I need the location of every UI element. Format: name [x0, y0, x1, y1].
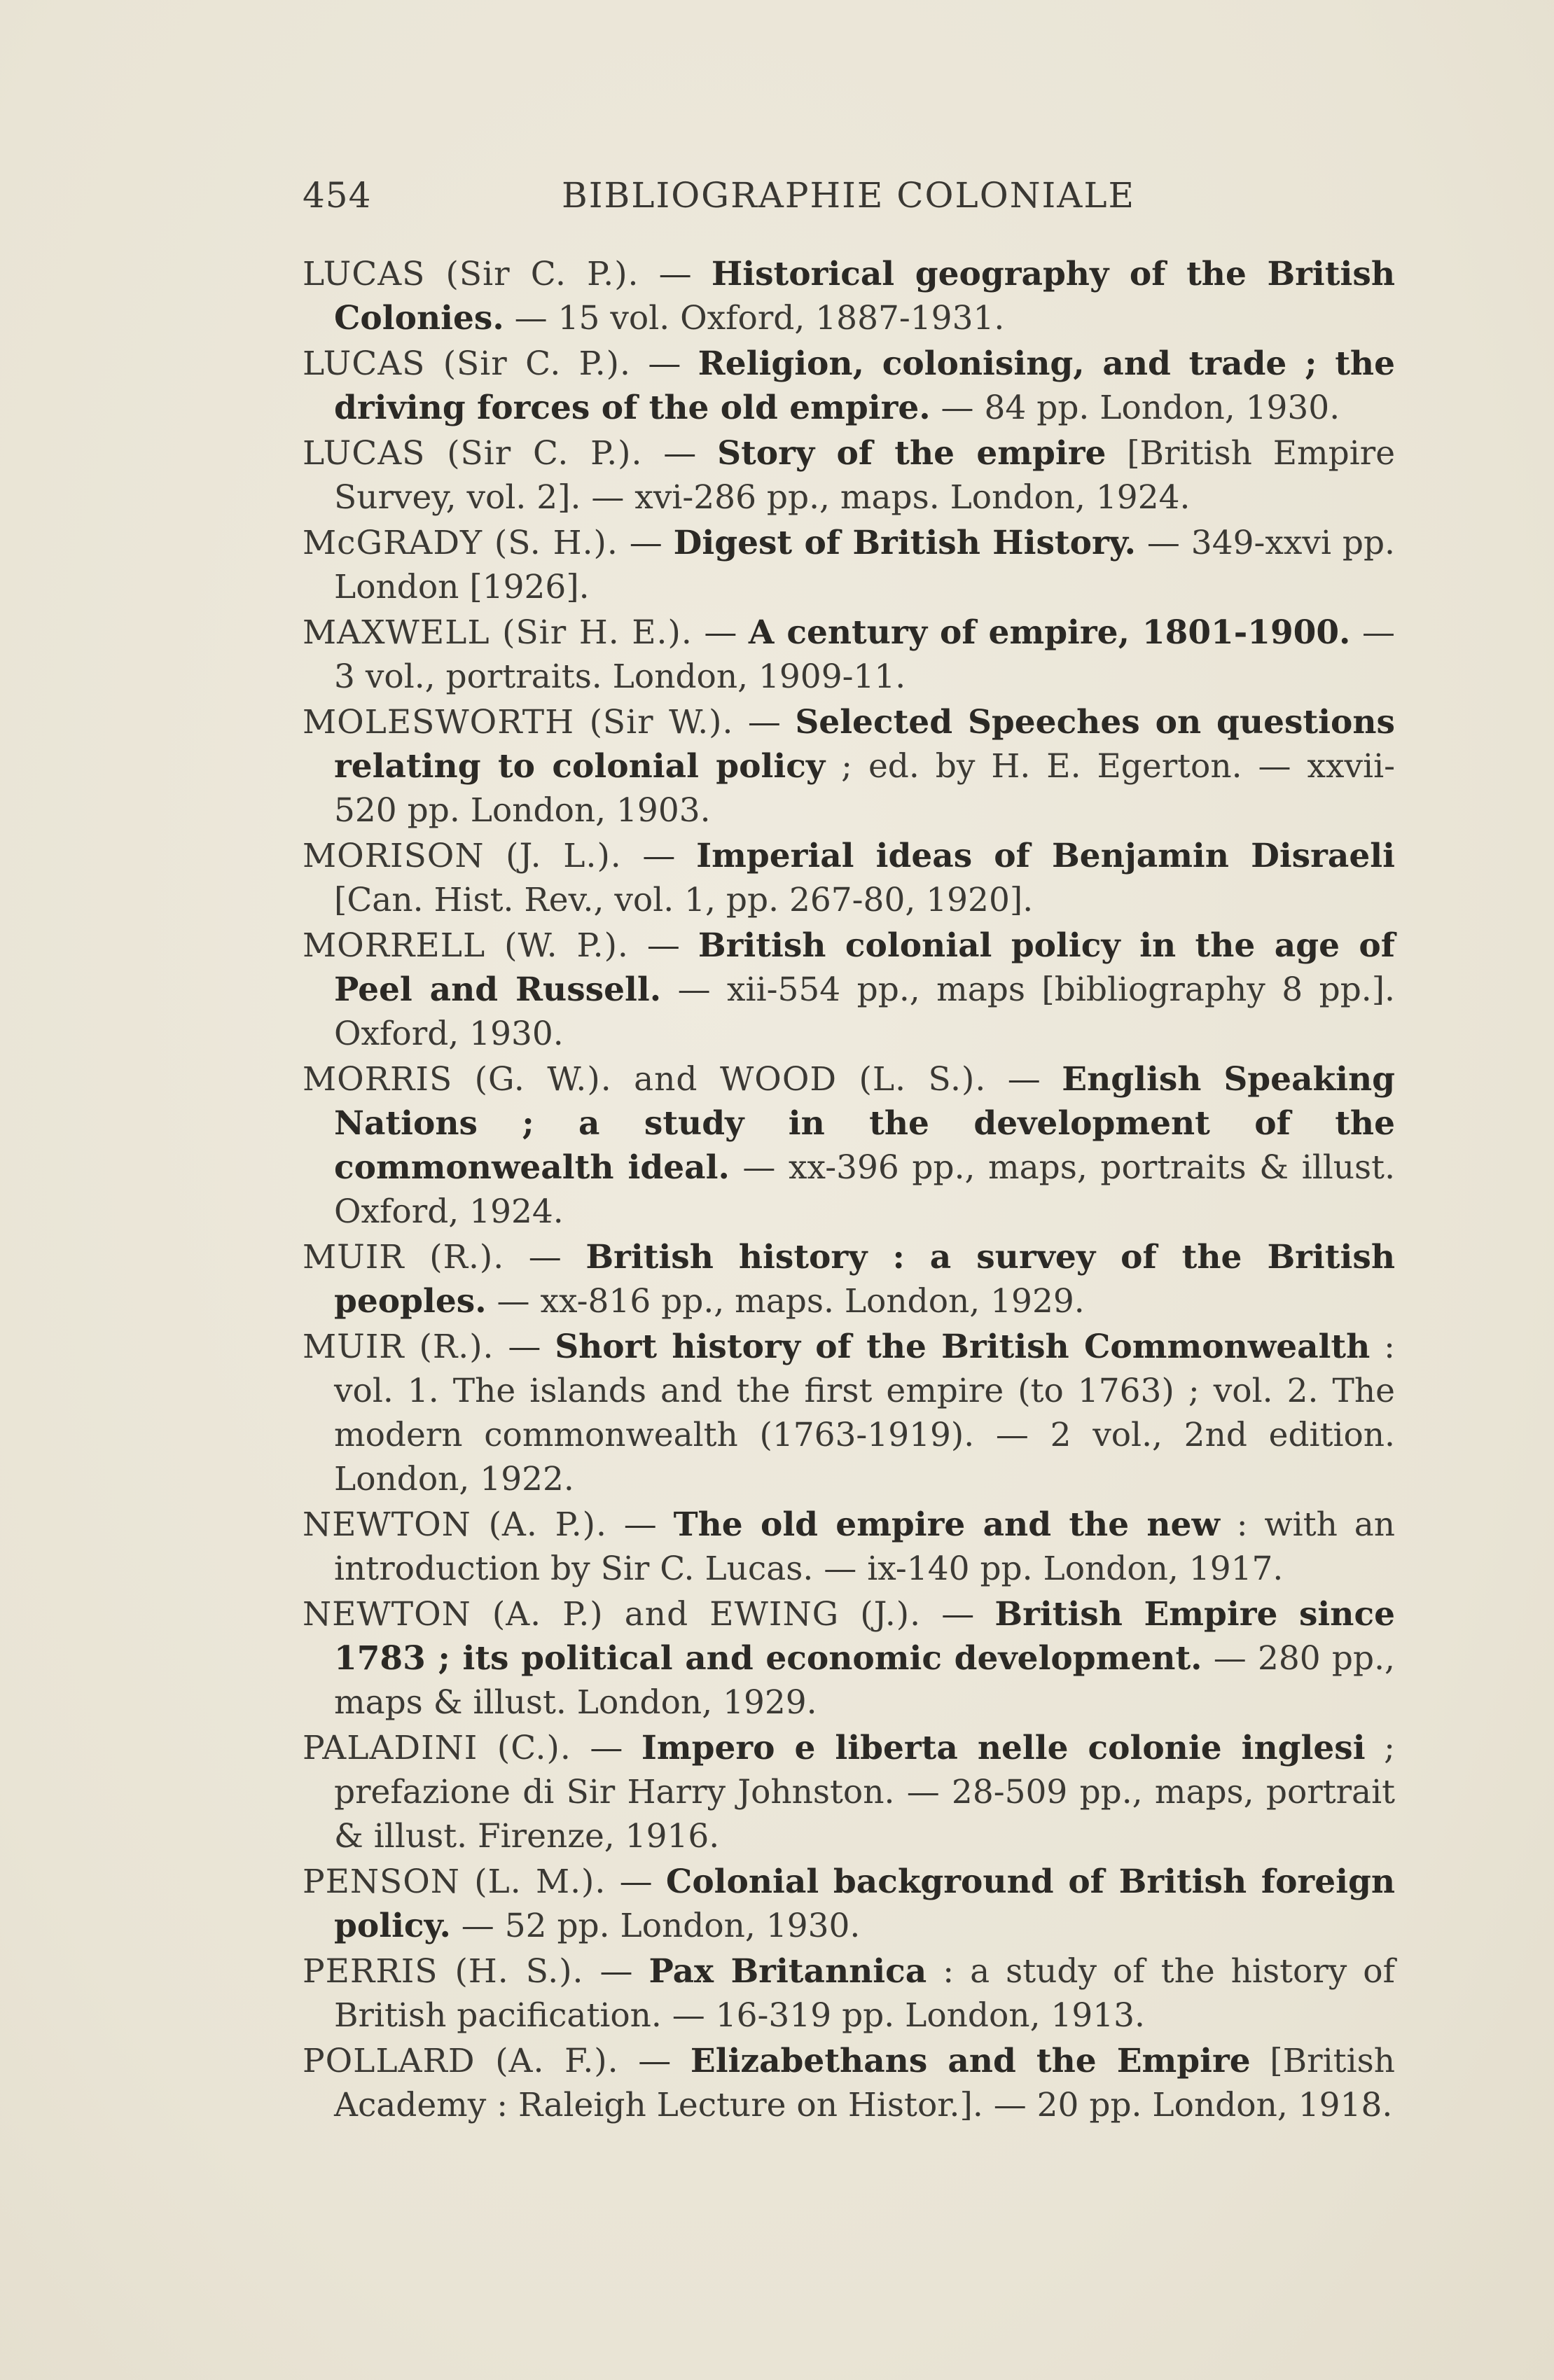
- entry-details: : vol. 1. The islands and the first empire (to 1763) ; vol. 2. The modern commonwealth (1763-1919). — 2 vol., 2nd edition. London, 1922.: [334, 1328, 1395, 1498]
- entry-author: NEWTON (A. P.) and EWING (J.).: [303, 1595, 922, 1634]
- entry-details: — 52 pp. London, 1930.: [450, 1907, 861, 1945]
- entry-title: Imperial ideas of Benjamin Disraeli: [696, 837, 1395, 875]
- bibliography-entry: [303, 342, 1395, 430]
- entry-details: — xii-554 pp., maps [bibliography 8 pp.]. Oxford, 1930.: [334, 970, 1395, 1053]
- entry-title: Short history of the British Commonwealth: [555, 1328, 1371, 1366]
- entry-title: Digest of British History.: [673, 524, 1137, 562]
- bibliography-entry: [303, 924, 1395, 1056]
- bibliography-entry: [303, 834, 1395, 922]
- entry-title: Historical geography of the British Colonies.: [334, 255, 1395, 337]
- entry-author: LUCAS (Sir C. P.).: [303, 434, 643, 473]
- entry-details: — xx-396 pp., maps, portraits & illust. Oxford, 1924.: [334, 1148, 1396, 1231]
- bibliography-entry: [303, 2039, 1395, 2127]
- entry-separator: —: [630, 345, 698, 383]
- entry-separator: —: [692, 613, 749, 652]
- page-header: [303, 175, 1395, 224]
- bibliography-entry: [303, 1592, 1395, 1725]
- entry-title: British colonial policy in the age of Peel and Russell.: [334, 926, 1395, 1009]
- entry-separator: —: [921, 1595, 995, 1634]
- entry-author: LUCAS (Sir C. P.).: [303, 345, 631, 383]
- bibliography-entry: [303, 1235, 1395, 1323]
- bibliography-entry: [303, 1949, 1395, 2038]
- entry-author: POLLARD (A. F.).: [303, 2042, 619, 2080]
- bibliography-entry: [303, 1057, 1395, 1234]
- entry-details: — 84 pp. London, 1930.: [930, 389, 1340, 427]
- entry-title: English Speaking Nations ; a study in the development of the commonwealth ideal.: [334, 1060, 1395, 1187]
- entry-details: — 15 vol. Oxford, 1887-1931.: [504, 299, 1005, 337]
- entry-separator: —: [571, 1729, 641, 1767]
- entry-details: : with an introduction by Sir C. Lucas. — ix-140 pp. London, 1917.: [334, 1505, 1395, 1588]
- entry-author: LUCAS (Sir C. P.).: [303, 255, 639, 293]
- entry-details: [British Empire Survey, vol. 2]. — xvi-286 pp., maps. London, 1924.: [334, 434, 1396, 517]
- entry-separator: —: [494, 1328, 555, 1366]
- entry-title: British Empire since 1783 ; its political and economic development.: [334, 1595, 1395, 1678]
- bibliography-entry: [303, 1325, 1395, 1501]
- entry-title: Colonial background of British foreign policy.: [334, 1863, 1395, 1945]
- entry-author: PERRIS (H. S.).: [303, 1952, 584, 1991]
- entry-title: Impero e liberta nelle colonie inglesi: [641, 1729, 1366, 1767]
- entry-title: Story of the empire: [717, 434, 1106, 473]
- entry-details: ; ed. by H. E. Egerton. — xxvii-520 pp. London, 1903.: [334, 747, 1396, 830]
- entry-separator: —: [642, 434, 718, 473]
- entry-title: Religion, colonising, and trade ; the driving forces of the old empire.: [334, 345, 1396, 427]
- entry-separator: —: [504, 1238, 586, 1276]
- entry-details: ; prefazione di Sir Harry Johnston. — 28-509 pp., maps, portrait & illust. Firenze, 1916.: [334, 1729, 1395, 1856]
- entry-separator: —: [583, 1952, 649, 1991]
- entry-details: : a study of the history of British pacification. — 16-319 pp. London, 1913.: [334, 1952, 1395, 2035]
- bibliography-list: [303, 252, 1395, 2129]
- entry-author: MUIR (R.).: [303, 1238, 505, 1276]
- entry-details: — xx-816 pp., maps. London, 1929.: [486, 1282, 1085, 1321]
- bibliography-entry: [303, 431, 1395, 520]
- entry-author: MAXWELL (Sir H. E.).: [303, 613, 693, 652]
- entry-separator: —: [733, 703, 796, 742]
- entry-separator: —: [606, 1863, 666, 1901]
- bibliography-entry: [303, 1726, 1395, 1858]
- entry-separator: —: [621, 837, 697, 875]
- entry-separator: —: [618, 524, 674, 562]
- entry-title: A century of empire, 1801-1900.: [748, 613, 1351, 652]
- entry-author: PENSON (L. M.).: [303, 1863, 606, 1901]
- entry-details: — 349-xxvi pp. London [1926].: [334, 524, 1395, 606]
- bibliography-entry: [303, 1503, 1395, 1591]
- running-title: BIBLIOGRAPHIE COLONIALE: [562, 175, 1136, 216]
- entry-separator: —: [639, 255, 712, 293]
- entry-author: MORISON (J. L.).: [303, 837, 622, 875]
- entry-title: Elizabethans and the Empire: [690, 2042, 1251, 2080]
- bibliography-entry: [303, 611, 1395, 699]
- entry-separator: —: [628, 926, 698, 965]
- entry-details: [British Academy : Raleigh Lecture on Histor.]. — 20 pp. London, 1918.: [334, 2042, 1395, 2124]
- entry-separator: —: [986, 1060, 1062, 1099]
- bibliography-entry: [303, 252, 1395, 340]
- entry-title: British history : a survey of the British peoples.: [334, 1238, 1395, 1321]
- entry-title: Selected Speeches on questions relating to colonial policy: [334, 703, 1395, 786]
- entry-separator: —: [606, 1505, 674, 1544]
- entry-author: MORRIS (G. W.). and WOOD (L. S.).: [303, 1060, 987, 1099]
- entry-author: NEWTON (A. P.).: [303, 1505, 607, 1544]
- bibliography-entry: [303, 1860, 1395, 1948]
- entry-separator: —: [618, 2042, 691, 2080]
- entry-author: MORRELL (W. P.).: [303, 926, 629, 965]
- entry-author: PALADINI (C.).: [303, 1729, 571, 1767]
- entry-author: MUIR (R.).: [303, 1328, 494, 1366]
- entry-title: The old empire and the new: [673, 1505, 1220, 1544]
- entry-details: — 280 pp., maps & illust. London, 1929.: [334, 1639, 1395, 1722]
- page-number: 454: [303, 175, 372, 216]
- bibliography-entry: [303, 700, 1395, 833]
- entry-author: McGRADY (S. H.).: [303, 524, 618, 562]
- entry-details: — 3 vol., portraits. London, 1909-11.: [334, 613, 1395, 696]
- bibliography-entry: [303, 521, 1395, 609]
- entry-title: Pax Britannica: [648, 1952, 927, 1991]
- entry-details: [Can. Hist. Rev., vol. 1, pp. 267-80, 1920].: [334, 881, 1034, 919]
- entry-author: MOLESWORTH (Sir W.).: [303, 703, 734, 742]
